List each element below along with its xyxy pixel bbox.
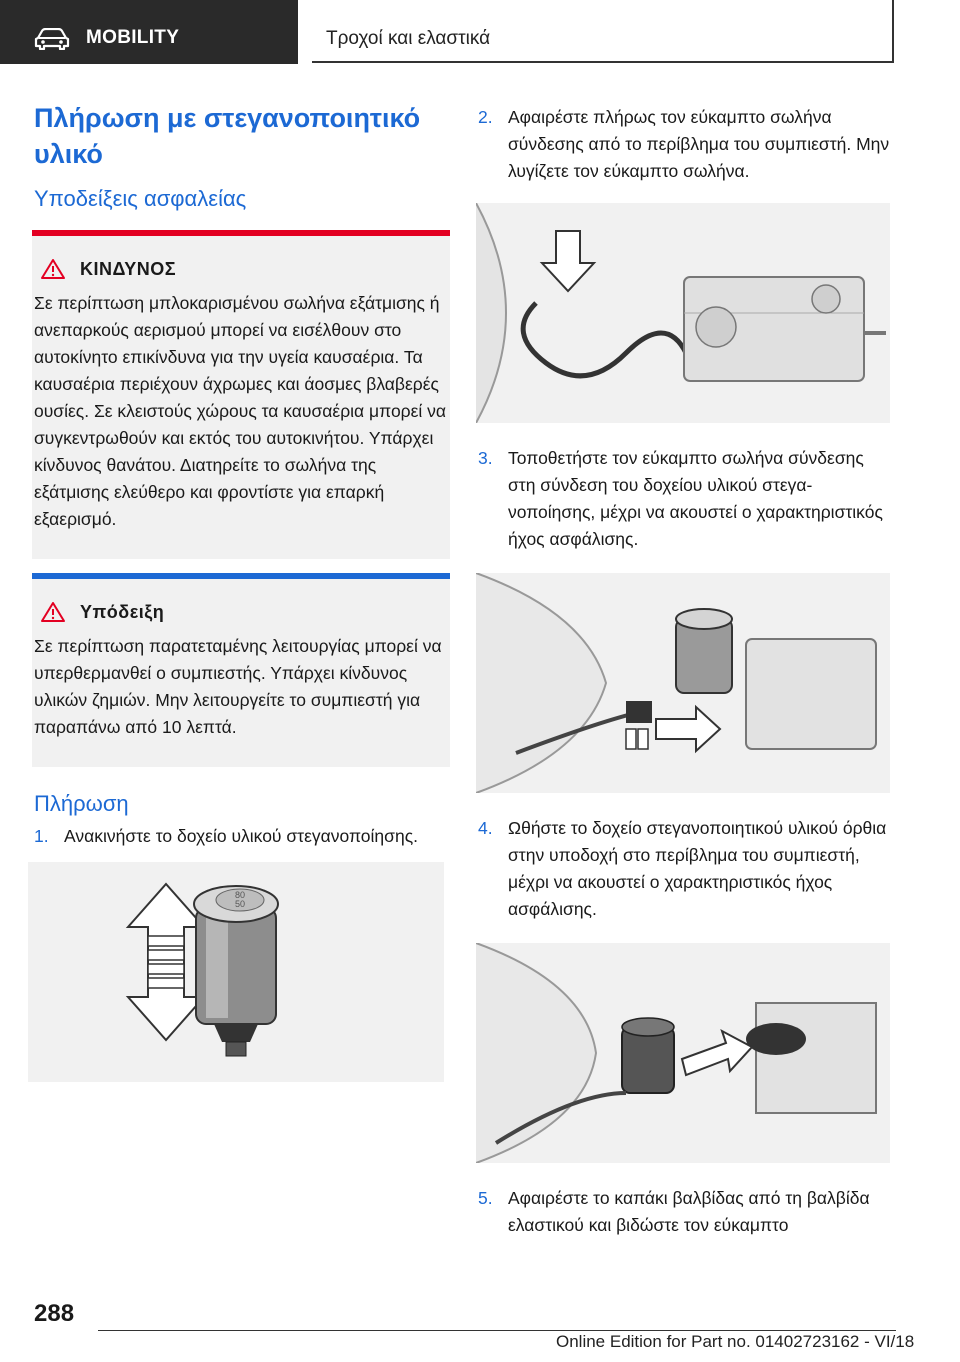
- step-2: [478, 104, 892, 185]
- step-text: Ανακινήστε το δοχείο υλικού στεγανοποίησης.: [64, 826, 418, 846]
- breadcrumb: [312, 0, 894, 63]
- step-number: 1.: [34, 826, 49, 846]
- step-text: Αφαιρέστε το καπάκι βαλβίδας από τη βαλβίδα ελαστικού και βιδώστε τον εύκαμπτο: [508, 1188, 870, 1235]
- breadcrumb-text: Τροχοί και ελαστικά: [326, 28, 491, 49]
- step-3: [478, 445, 892, 553]
- step-5: [478, 1185, 892, 1239]
- danger-box: [32, 230, 450, 559]
- edition-text: Online Edition for Part no. 01402723162 - VI/18: [556, 1332, 915, 1351]
- step-text: Αφαιρέστε πλήρως τον εύκαμπτο σωλήνα σύνδεσης από το περίβλημα του συμπιεστή. Μην λυγίζετε τον εύκαμπτο σωλήνα.: [508, 107, 890, 181]
- danger-header: [34, 258, 448, 280]
- right-column: [478, 100, 892, 1239]
- figure-remove-hose: [476, 203, 890, 423]
- step-4: [478, 815, 892, 923]
- shake-bottle-illustration: [28, 862, 444, 1082]
- insert-bottle-illustration: [476, 943, 890, 1163]
- left-column: [34, 100, 448, 1082]
- page-title: Πλήρωση με στεγανοποιητικό υλικό: [34, 103, 421, 169]
- figure-insert-bottle: [476, 943, 890, 1163]
- safety-subtitle: Υποδείξεις ασφαλείας: [34, 186, 247, 211]
- note-heading: Υπόδειξη: [80, 601, 165, 622]
- figure-attach-hose: [476, 573, 890, 793]
- danger-text: Σε περίπτωση μπλοκαρισμένου σωλήνα εξάτμισης ή ανεπαρκούς αερισμού μπορεί να εισέλθουν στο αυτοκίνητο επικίνδυνα για την υγεία καυσαέρια. Τα καυσαέρια περιέχουν άχρωμες και άοσμες βλαβερές ουσίες. Σε κλειστούς χώρους τα καυσαέρια μπορεί να συγκεντρωθούν και εκτός του αυτοκινήτου. Υπάρχει κίνδυνος θανάτου. Διατηρείτε το σωλήνα της εξάτμισης ελεύθερο και φροντίστε για επαρκή εξαερισμό.: [34, 293, 447, 529]
- fill-section-title: Πλήρωση: [34, 791, 129, 816]
- step-text: Ωθήστε το δοχείο στεγανοποιητικού υλικού όρθια στην υποδοχή στο περίβλημα του συμπιεστή, μέχρι να ακουστεί ο χαρακτηριστικός ήχος ασφάλισης.: [508, 818, 887, 919]
- step-number: 5.: [478, 1188, 493, 1208]
- chapter-tab-label: MOBILITY: [86, 27, 180, 48]
- figure-shake-bottle: [28, 862, 444, 1082]
- page-number: 288: [34, 1300, 75, 1327]
- step-number: 3.: [478, 448, 493, 468]
- attach-hose-illustration: [476, 573, 890, 793]
- step-number: 4.: [478, 818, 493, 838]
- step-1: [34, 823, 448, 850]
- step-text: Τοποθετήστε τον εύκαμπτο σωλήνα σύνδεσης στη σύνδεση του δοχείου υλικού στεγανοποίησης, μέχρι να ακουστεί ο χαρακτηριστικός ήχος ασφάλισης.: [508, 448, 883, 549]
- note-box: [32, 573, 450, 767]
- car-icon: [34, 28, 70, 50]
- footer-divider: [98, 1330, 896, 1331]
- bottle-label-bottom: 50: [234, 899, 246, 909]
- warning-triangle-icon: [40, 601, 66, 623]
- warning-triangle-icon: [40, 258, 66, 280]
- step-number: 2.: [478, 107, 493, 127]
- chapter-tab[interactable]: [0, 0, 298, 64]
- bottle-label-top: 80: [234, 890, 246, 900]
- note-header: [34, 601, 448, 623]
- remove-hose-illustration: [476, 203, 890, 423]
- danger-heading: ΚΙΝΔΥΝΟΣ: [80, 258, 177, 279]
- note-text: Σε περίπτωση παρατεταμένης λειτουργίας μπορεί να υπερθερμανθεί ο συμπιεστής. Υπάρχει κίνδυνος υλικών ζημιών. Μην λειτουργείτε το συμπιεστή για παραπάνω από 10 λεπτά.: [34, 636, 442, 737]
